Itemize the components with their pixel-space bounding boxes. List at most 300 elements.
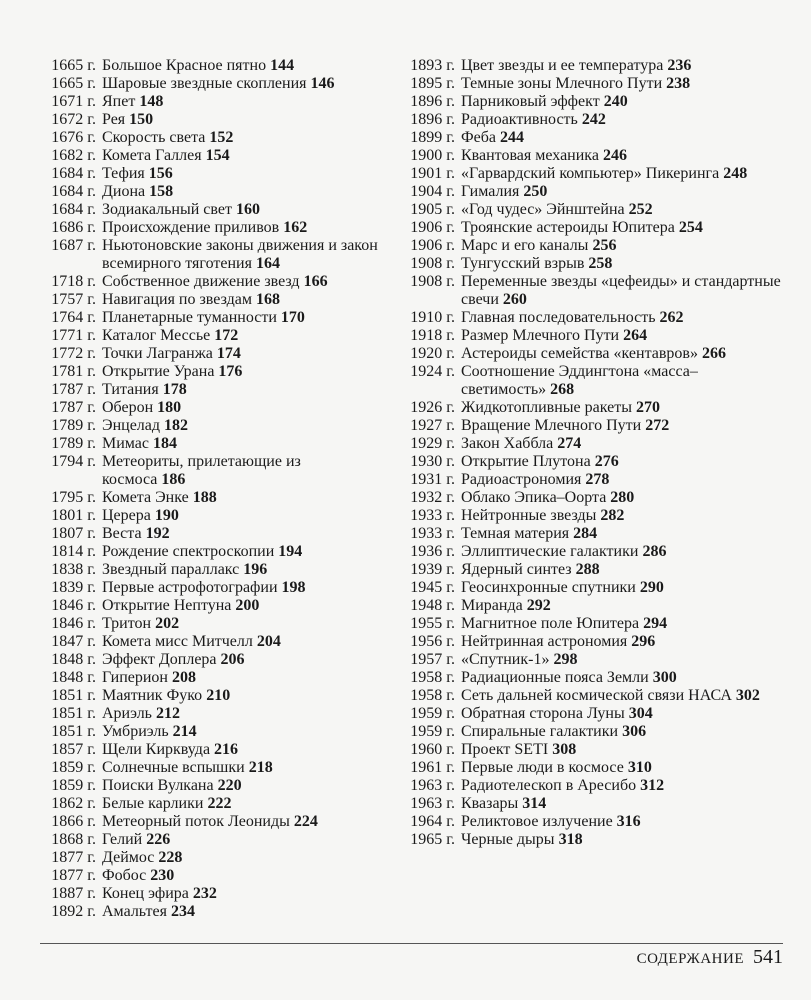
entry-body [102, 219, 385, 237]
entry-page-number: 226 [146, 831, 171, 848]
contents-entry [398, 399, 788, 417]
contents-entry [40, 831, 385, 849]
entry-title: Миранда [461, 597, 523, 614]
entry-body [461, 669, 788, 687]
contents-entry [40, 561, 385, 579]
entry-year: 1958 г. [410, 669, 455, 686]
contents-entry [398, 525, 788, 543]
entry-page-number: 230 [150, 867, 175, 884]
entry-page-number: 228 [158, 849, 183, 866]
entry-page-number: 194 [278, 543, 303, 560]
entry-page-number: 262 [659, 309, 684, 326]
contents-entry [40, 381, 385, 399]
entry-body [461, 75, 788, 93]
entry-title: Эллиптические галактики [461, 543, 639, 560]
entry-year: 1857 г. [51, 741, 96, 758]
entry-body [102, 435, 385, 453]
entry-title: Ньютоновские законы движения и закон всемирного тяготения [102, 237, 378, 272]
contents-entry [40, 93, 385, 111]
entry-page-number: 178 [162, 381, 187, 398]
entry-body [461, 561, 788, 579]
entry-page-number: 192 [145, 525, 170, 542]
contents-entry [398, 75, 788, 93]
entry-title: Открытие Плутона [461, 453, 591, 470]
entry-title: Диона [102, 183, 146, 200]
contents-entry [40, 723, 385, 741]
entry-year: 1847 г. [51, 633, 96, 650]
entry-body [102, 561, 385, 579]
entry-page-number: 208 [172, 669, 196, 686]
contents-entry [40, 201, 385, 219]
contents-entry [40, 111, 385, 129]
entry-title: Цвет звезды и ее температура [461, 57, 664, 74]
contents-entry [398, 831, 788, 849]
contents-entry [40, 867, 385, 885]
entry-year: 1848 г. [51, 651, 96, 668]
entry-year: 1671 г. [51, 93, 96, 110]
contents-entry [40, 795, 385, 813]
entry-page-number: 316 [616, 813, 641, 830]
entry-title: Солнечные вспышки [102, 759, 245, 776]
entry-title: Феба [461, 129, 496, 146]
contents-entry [40, 237, 385, 273]
entry-year: 1926 г. [410, 399, 455, 416]
contents-column-right [398, 57, 788, 849]
entry-page-number: 296 [631, 633, 656, 650]
entry-page-number: 170 [280, 309, 305, 326]
entry-page-number: 284 [573, 525, 598, 542]
entry-title: Первые астрофотографии [102, 579, 278, 596]
entry-page-number: 312 [640, 777, 665, 794]
entry-body [461, 723, 788, 741]
entry-body [461, 327, 788, 345]
entry-body [461, 129, 788, 147]
entry-year: 1795 г. [51, 489, 96, 506]
entry-title: Метеорный поток Леониды [102, 813, 290, 830]
entry-body [102, 525, 385, 543]
entry-title: Жидкотопливные ракеты [461, 399, 632, 416]
entry-page-number: 148 [139, 93, 164, 110]
entry-title: Шаровые звездные скопления [102, 75, 307, 92]
entry-body [102, 615, 385, 633]
entry-title: Рождение спектроскопии [102, 543, 275, 560]
entry-title: Белые карлики [102, 795, 204, 812]
entry-year: 1964 г. [410, 813, 455, 830]
entry-title: Фобос [102, 867, 147, 884]
entry-body [102, 669, 385, 687]
contents-entry [398, 417, 788, 435]
entry-page-number: 222 [207, 795, 232, 812]
entry-page-number: 268 [550, 381, 575, 398]
entry-page-number: 172 [214, 327, 239, 344]
entry-year: 1851 г. [51, 723, 96, 740]
entry-body [461, 597, 788, 615]
entry-page-number: 156 [148, 165, 173, 182]
entry-page-number: 196 [243, 561, 268, 578]
contents-entry [398, 543, 788, 561]
contents-entry [40, 435, 385, 453]
entry-year: 1956 г. [410, 633, 455, 650]
entry-body [102, 363, 385, 381]
entry-year: 1838 г. [51, 561, 96, 578]
entry-body [102, 57, 385, 75]
contents-entry [40, 705, 385, 723]
entry-title: Астероиды семейства «кентавров» [461, 345, 698, 362]
entry-body [461, 813, 788, 831]
entry-year: 1672 г. [51, 111, 96, 128]
entry-year: 1794 г. [51, 453, 96, 470]
entry-year: 1718 г. [51, 273, 96, 290]
entry-body [461, 543, 788, 561]
entry-year: 1895 г. [410, 75, 455, 92]
contents-entry [40, 633, 385, 651]
footer-divider [40, 943, 783, 944]
entry-page-number: 238 [666, 75, 691, 92]
entry-page-number: 146 [310, 75, 335, 92]
entry-year: 1908 г. [410, 273, 455, 290]
contents-entry [40, 417, 385, 435]
contents-entry [398, 345, 788, 363]
contents-entry [40, 309, 385, 327]
contents-entry [398, 237, 788, 255]
entry-page-number: 250 [523, 183, 548, 200]
entry-page-number: 204 [256, 633, 281, 650]
entry-body [461, 111, 788, 129]
entry-page-number: 176 [218, 363, 243, 380]
entry-title: Нейтронные звезды [461, 507, 597, 524]
contents-entry [398, 687, 788, 705]
contents-entry [40, 273, 385, 291]
entry-title: Гиперион [102, 669, 168, 686]
entry-page-number: 318 [558, 831, 583, 848]
entry-year: 1859 г. [51, 777, 96, 794]
entry-title: Сеть дальней космической связи НАСА [461, 687, 732, 704]
entry-body [102, 489, 385, 507]
entry-page-number: 260 [502, 291, 527, 308]
entry-body [102, 831, 385, 849]
entry-page-number: 174 [216, 345, 241, 362]
entry-title: «Год чудес» Эйнштейна [461, 201, 625, 218]
entry-title: Радиоастрономия [461, 471, 582, 488]
entry-year: 1910 г. [410, 309, 455, 326]
contents-column-left [40, 57, 385, 921]
entry-title: Парниковый эффект [461, 93, 600, 110]
entry-body [102, 183, 385, 201]
entry-body [461, 345, 788, 363]
entry-title: Умбриэль [102, 723, 169, 740]
entry-year: 1789 г. [51, 435, 96, 452]
entry-page-number: 314 [522, 795, 547, 812]
entry-page-number: 232 [192, 885, 217, 902]
entry-year: 1936 г. [410, 543, 455, 560]
entry-title: Титания [102, 381, 159, 398]
entry-year: 1906 г. [410, 219, 455, 236]
contents-entry [398, 777, 788, 795]
entry-title: Реликтовое излучение [461, 813, 613, 830]
entry-page-number: 252 [628, 201, 653, 218]
contents-entry [398, 453, 788, 471]
entry-year: 1684 г. [51, 165, 96, 182]
entry-page-number: 248 [723, 165, 748, 182]
entry-title: Комета мисс Митчелл [102, 633, 253, 650]
entry-body [102, 327, 385, 345]
entry-title: Деймос [102, 849, 155, 866]
contents-entry [40, 813, 385, 831]
entry-year: 1896 г. [410, 93, 455, 110]
entry-title: Тунгусский взрыв [461, 255, 585, 272]
contents-entry [40, 165, 385, 183]
entry-title: Марс и его каналы [461, 237, 589, 254]
entry-body [461, 219, 788, 237]
contents-entry [40, 741, 385, 759]
entry-body [461, 759, 788, 777]
entry-year: 1900 г. [410, 147, 455, 164]
entry-title: Черные дыры [461, 831, 555, 848]
contents-entry [398, 471, 788, 489]
entry-title: «Спутник-1» [461, 651, 550, 668]
entry-page-number: 182 [164, 417, 189, 434]
entry-year: 1893 г. [410, 57, 455, 74]
entry-title: Геосинхронные спутники [461, 579, 636, 596]
entry-page-number: 306 [622, 723, 647, 740]
entry-year: 1682 г. [51, 147, 96, 164]
entry-year: 1757 г. [51, 291, 96, 308]
entry-body [102, 273, 385, 291]
contents-entry [40, 147, 385, 165]
entry-body [461, 255, 788, 273]
entry-page-number: 272 [645, 417, 670, 434]
entry-body [102, 579, 385, 597]
entry-year: 1772 г. [51, 345, 96, 362]
entry-body [102, 345, 385, 363]
entry-title: Темные зоны Млечного Пути [461, 75, 663, 92]
entry-year: 1814 г. [51, 543, 96, 560]
entry-year: 1933 г. [410, 507, 455, 524]
contents-entry [40, 57, 385, 75]
entry-body [461, 489, 788, 507]
entry-page-number: 294 [643, 615, 668, 632]
entry-title: Ядерный синтез [461, 561, 572, 578]
entry-title: Закон Хаббла [461, 435, 554, 452]
entry-title: Планетарные туманности [102, 309, 277, 326]
entry-title: Радиоактивность [461, 111, 578, 128]
entry-body [461, 687, 788, 705]
entry-title: Главная последовательность [461, 309, 656, 326]
contents-entry [398, 561, 788, 579]
entry-title: Вращение Млечного Пути [461, 417, 642, 434]
entry-body [102, 849, 385, 867]
entry-page-number: 302 [735, 687, 760, 704]
entry-page-number: 254 [678, 219, 703, 236]
entry-title: Тефия [102, 165, 145, 182]
entry-body [102, 723, 385, 741]
contents-entry [398, 435, 788, 453]
entry-page-number: 310 [627, 759, 652, 776]
entry-page-number: 264 [623, 327, 648, 344]
entry-title: Облако Эпика–Оорта [461, 489, 607, 506]
contents-entry [40, 597, 385, 615]
entry-page-number: 218 [248, 759, 273, 776]
entry-year: 1961 г. [410, 759, 455, 776]
contents-entry [398, 57, 788, 75]
entry-title: Магнитное поле Юпитера [461, 615, 640, 632]
entry-title: Каталог Мессье [102, 327, 211, 344]
entry-page-number: 212 [155, 705, 180, 722]
entry-year: 1899 г. [410, 129, 455, 146]
entry-body [102, 75, 385, 93]
contents-entry [398, 705, 788, 723]
entry-year: 1676 г. [51, 129, 96, 146]
contents-entry [398, 219, 788, 237]
entry-page-number: 158 [149, 183, 174, 200]
entry-page-number: 166 [303, 273, 328, 290]
contents-entry [40, 687, 385, 705]
page-footer [637, 946, 783, 969]
entry-title: Рея [102, 111, 126, 128]
entry-page-number: 160 [235, 201, 260, 218]
entry-year: 1665 г. [51, 75, 96, 92]
entry-body [461, 165, 788, 183]
entry-body [102, 237, 385, 273]
entry-page-number: 224 [293, 813, 318, 830]
entry-body [461, 633, 788, 651]
contents-entry [398, 741, 788, 759]
entry-page-number: 236 [667, 57, 692, 74]
entry-body [102, 885, 385, 903]
contents-entry [40, 219, 385, 237]
contents-entry [40, 327, 385, 345]
entry-title: Темная материя [461, 525, 570, 542]
entry-title: Проект SETI [461, 741, 549, 758]
entry-page-number: 214 [172, 723, 197, 740]
entry-year: 1932 г. [410, 489, 455, 506]
contents-entry [40, 345, 385, 363]
entry-page-number: 280 [610, 489, 635, 506]
entry-title: «Гарвардский компьютер» Пикеринга [461, 165, 720, 182]
entry-body [461, 777, 788, 795]
entry-year: 1848 г. [51, 669, 96, 686]
entry-body [102, 453, 385, 489]
entry-body [102, 417, 385, 435]
entry-body [461, 57, 788, 75]
entry-page-number: 198 [281, 579, 306, 596]
entry-year: 1862 г. [51, 795, 96, 812]
entry-year: 1920 г. [410, 345, 455, 362]
entry-body [461, 363, 788, 399]
entry-year: 1960 г. [410, 741, 455, 758]
entry-year: 1764 г. [51, 309, 96, 326]
entry-page-number: 244 [499, 129, 524, 146]
entry-title: Спиральные галактики [461, 723, 619, 740]
contents-entry [40, 453, 385, 489]
entry-year: 1906 г. [410, 237, 455, 254]
contents-entry [40, 615, 385, 633]
entry-title: Гималия [461, 183, 520, 200]
entry-year: 1684 г. [51, 201, 96, 218]
entry-title: Радиационные пояса Земли [461, 669, 649, 686]
entry-title: Поиски Вулкана [102, 777, 214, 794]
entry-year: 1789 г. [51, 417, 96, 434]
entry-year: 1686 г. [51, 219, 96, 236]
entry-body [461, 525, 788, 543]
entry-year: 1787 г. [51, 381, 96, 398]
entry-title: Ариэль [102, 705, 152, 722]
entry-body [102, 795, 385, 813]
contents-entry [40, 849, 385, 867]
entry-page-number: 168 [255, 291, 280, 308]
entry-year: 1877 г. [51, 867, 96, 884]
entry-title: Обратная сторона Луны [461, 705, 625, 722]
entry-body [102, 705, 385, 723]
entry-body [102, 687, 385, 705]
entry-title: Большое Красное пятно [102, 57, 267, 74]
entry-title: Комета Галлея [102, 147, 202, 164]
entry-page-number: 240 [603, 93, 628, 110]
entry-body [461, 201, 788, 219]
entry-year: 1892 г. [51, 903, 96, 920]
entry-year: 1851 г. [51, 687, 96, 704]
entry-page-number: 270 [635, 399, 660, 416]
entry-body [461, 453, 788, 471]
entry-body [461, 273, 788, 309]
contents-entry [40, 777, 385, 795]
entry-body [102, 381, 385, 399]
entry-year: 1963 г. [410, 777, 455, 794]
contents-entry [40, 489, 385, 507]
entry-page-number: 162 [283, 219, 308, 236]
entry-page-number: 242 [581, 111, 606, 128]
entry-year: 1930 г. [410, 453, 455, 470]
entry-year: 1924 г. [410, 363, 455, 380]
entry-body [102, 291, 385, 309]
entry-title: Мимас [102, 435, 150, 452]
entry-body [461, 147, 788, 165]
entry-title: Собственное движение звезд [102, 273, 300, 290]
contents-entry [398, 507, 788, 525]
entry-page-number: 150 [129, 111, 154, 128]
entry-page-number: 190 [154, 507, 179, 524]
contents-entry [398, 201, 788, 219]
entry-title: Происхождение приливов [102, 219, 280, 236]
entry-title: Метеориты, прилетающие из космоса [102, 453, 301, 488]
entry-year: 1908 г. [410, 255, 455, 272]
entry-title: Нейтринная астрономия [461, 633, 628, 650]
entry-body [461, 651, 788, 669]
entry-title: Соотношение Эддингтона «масса–светимость» [461, 363, 698, 398]
entry-body [102, 597, 385, 615]
entry-page-number: 292 [526, 597, 551, 614]
entry-year: 1958 г. [410, 687, 455, 704]
contents-entry [40, 129, 385, 147]
entry-page-number: 286 [642, 543, 667, 560]
entry-title: Оберон [102, 399, 154, 416]
entry-body [102, 507, 385, 525]
entry-body [102, 759, 385, 777]
entry-title: Япет [102, 93, 136, 110]
entry-page-number: 216 [214, 741, 239, 758]
entry-body [102, 903, 385, 921]
entry-year: 1846 г. [51, 597, 96, 614]
entry-page-number: 180 [157, 399, 182, 416]
entry-page-number: 308 [552, 741, 577, 758]
entry-title: Зодиакальный свет [102, 201, 232, 218]
contents-entry [40, 291, 385, 309]
entry-body [461, 705, 788, 723]
page-number: 541 [753, 946, 783, 968]
entry-title: Щели Кирквуда [102, 741, 211, 758]
contents-entry [40, 399, 385, 417]
entry-year: 1665 г. [51, 57, 96, 74]
